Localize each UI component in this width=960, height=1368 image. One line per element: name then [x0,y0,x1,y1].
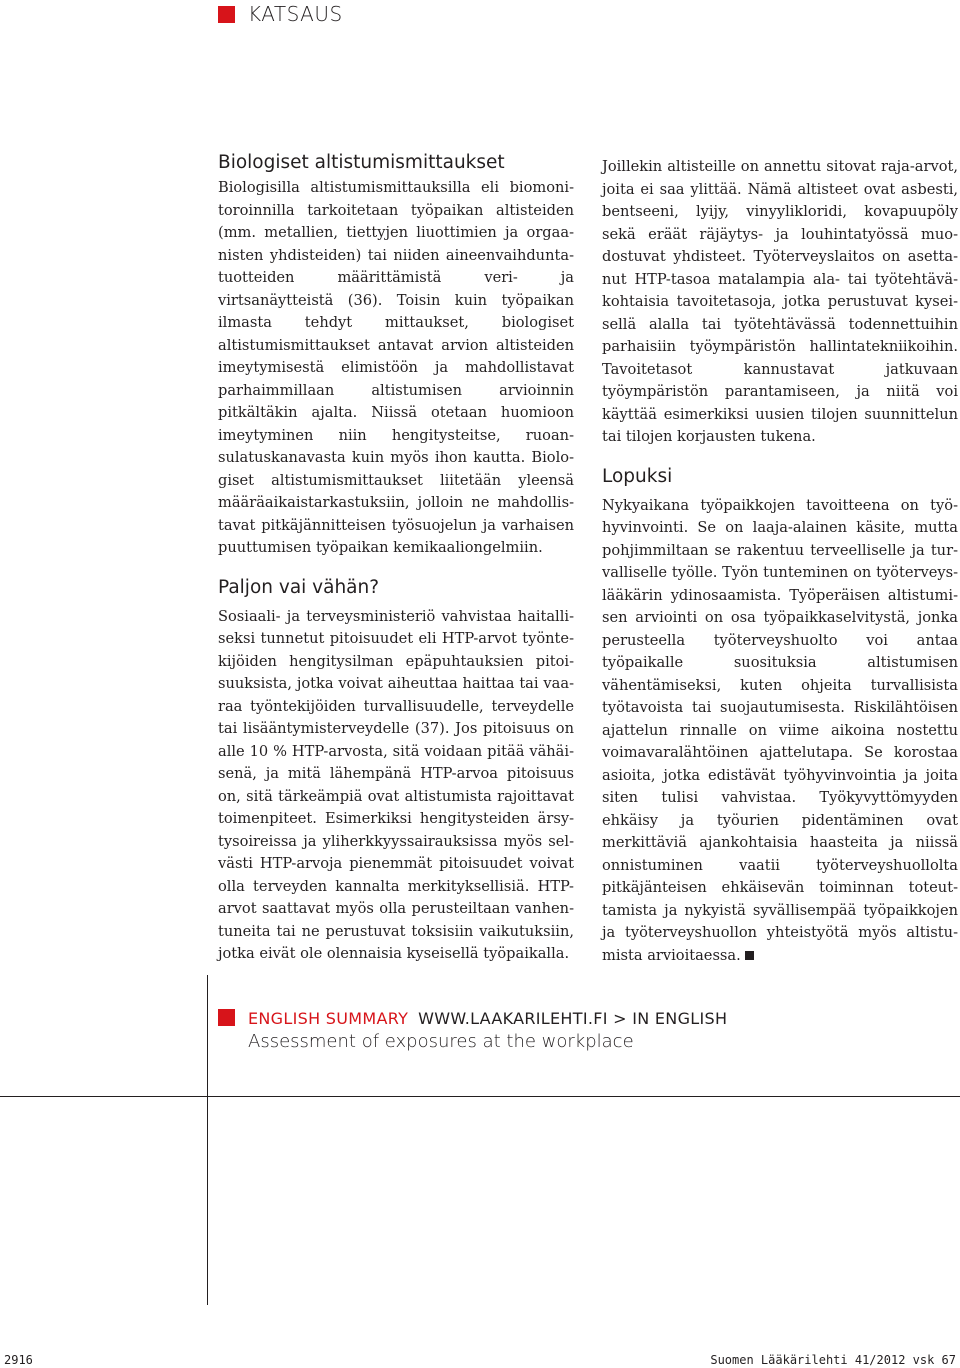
english-summary-label: ENGLISH SUMMARY [248,1009,409,1028]
page-frame-horizontal-rule [0,1096,960,1097]
publication-info: Suomen Lääkärilehti 41/2012 vsk 67 [710,1353,956,1367]
english-summary-title: Assessment of exposures at the workplace [248,1031,634,1052]
page-number: 2916 [4,1353,33,1367]
english-summary-row [248,1009,727,1028]
english-summary-marker-square [218,1009,235,1026]
paragraph-biological-monitoring: Biologisilla altistumismittauksilla eli biomonitoroinnilla tarkoitetaan työpaikan altisteiden (mm. metallien, tiettyjen liuottimien ja orgaanisten yhdisteiden) tai niiden aineenvaihduntatuotteiden määrittämistä veri- ja virtsanäytteistä (36). Toisin kuin työpaikan ilmasta tehdyt mittaukset, biologiset altistumismittaukset antavat arvion altisteiden imeytymisestä elimistöön ja mahdollistavat parhaimmillaan altistumisen arvioinnin pitkältäkin ajalta. Niissä otetaan huomioon imeytyminen niin hengitysteitse, ruoansulatuskanavasta kuin myös ihon kautta. Biologiset altistumismittaukset liitetään yleensä määräaikaistarkastuksiin, jolloin ne mahdollistavat pitkäjännitteisen työsuojelun ja varhaisen puuttumisen työpaikan kemikaaliongelmiin. [218,179,574,556]
paragraph-htp-values: Sosiaali- ja terveysministeriö vahvistaa haitalliseksi tunnetut pitoisuudet eli HTP-arvot työntekijöiden hengitysilman epäpuhtauksien pitoisuuksista, jotka voivat aiheuttaa haittaa tai vaaraa työntekijöiden turvallisuudelle, terveydelle tai lisääntymisterveydelle (37). Jos pitoisuus on alle 10 % HTP-arvosta, sitä voidaan pitää vähäisenä, ja mitä lähempänä HTP-arvoa pitoisuus on, sitä tärkeämpiä ovat altistumista rajoittavat toimenpiteet. Esimerkiksi hengitysteiden ärsytysoireissa ja yliherkkyyssairauksissa myös selvästi HTP-arvoja pienemmät pitoisuudet voivat olla terveyden kannalta merkityksellisiä. HTP-arvot saattavat myös olla perusteiltaan vanhentuneita tai ne perustuvat toksisiin vaikutuksiin, jotka eivät ole olennaisia kyseisellä työpaikalla. [218,607,574,962]
page-frame-vertical-rule [207,975,208,1305]
paragraph-binding-limits: Joillekin altisteille on annettu sitovat raja-arvot, joita ei saa ylittää. Nämä altisteet ovat asbesti, bentseeni, lyijy, vinyylikloridi, kovapuupöly sekä eräät räjäytys- ja louhintatyössä muodostuvat yhdisteet. Työterveyslaitos on asettanut HTP-tasoa matalampia ala- tai työtehtäväkohtaisia tavoitetasoja, jotka perustuvat kyseisellä alalla tai työtehtävässä todennettuihin parhaisiin työympäristön hallintatekniikoihin. Tavoitetasot kannustavat jatkuvaan työympäristön parantamiseen, ja niitä voi käyttää esimerkiksi uusien tilojen suunnittelun tai tilojen korjausten tukena. [602,158,958,445]
section-marker-square [218,6,235,23]
heading-much-or-little: Paljon vai vähän? [218,576,380,598]
heading-conclusion: Lopuksi [602,465,673,487]
english-summary-link[interactable]: WWW.LAAKARILEHTI.FI > IN ENGLISH [418,1009,728,1028]
end-of-article-mark [745,951,754,960]
conclusion-text: Nykyaikana työpaikkojen tavoitteena on työhyvinvointi. Se on laaja-alainen käsite, mutta pohjimmiltaan se rakentuu terveelliselle ja turvalliselle työlle. Työn tunteminen on työterveyslääkärin ydinosaamista. Työperäisen altistumisen arviointi on osa työpaikkaselvitystä, jonka perusteella työterveyshuolto voi antaa työpaikalle suosituksia altistumisen vähentämiseksi, kuten ohjeita turvallisista työtavoista tai suojautumisesta. Riskilähtöisen ajattelun rinnalle on viime aikoina nostettu voimavaralähtöinen ajattelutapa. Se korostaa asioita, jotka edistävät työhyvinvointia ja joita siten tulisi vahvistaa. Työkyvyttömyyden ehkäisy ja työurien pidentäminen ovat merkittäviä ajankohtaisia haasteita ja niissä onnistuminen vaatii työterveyshuollolta pitkäjänteisen ehkäisevän toiminnan toteuttamista ja nykyistä syvällisempää työpaikkojen ja työterveyshuollon yhteistyötä myös altistumista arvioitaessa. [602,496,958,964]
article-column-left [218,151,574,966]
article-column-right [602,156,958,967]
paragraph-conclusion [602,495,958,968]
heading-biological-monitoring: Biologiset altistumismittaukset [218,152,505,173]
section-label: KATSAUS [248,2,343,26]
